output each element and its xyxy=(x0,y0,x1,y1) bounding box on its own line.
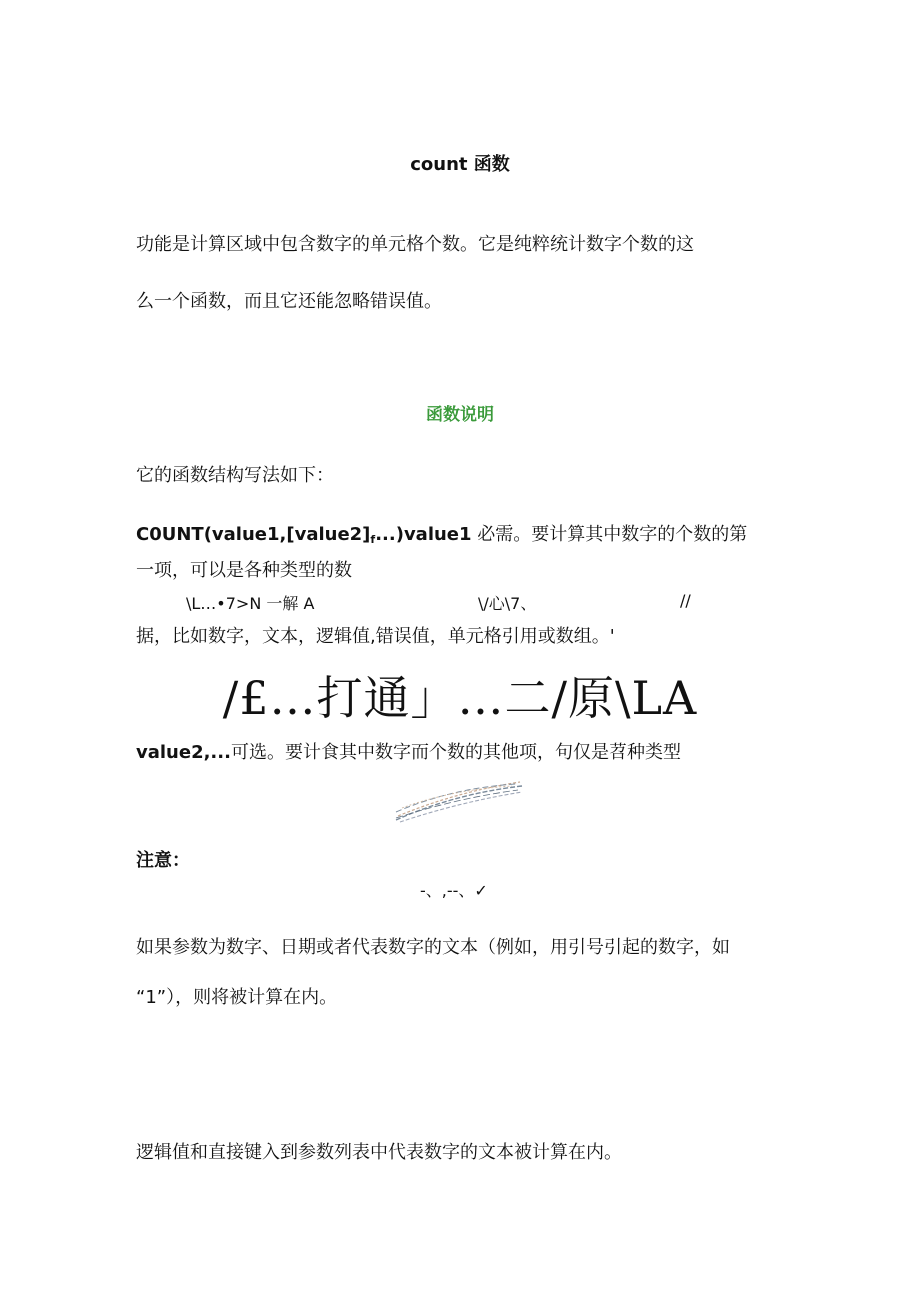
data-types-line: 据，比如数字，文本，逻辑值,错误值，单元格引用或数组。' xyxy=(136,626,615,647)
syntax-formula-b: ...)value1 xyxy=(375,524,472,545)
garbled-fragment-3: // xyxy=(680,591,691,610)
note-label: 注意： xyxy=(136,850,190,871)
value2-desc: 可选。要计食其中数字而个数的其他项，句仅是苕种类型 xyxy=(230,742,681,763)
syntax-desc: 必需。要计算其中数字的个数的第 xyxy=(471,524,748,545)
page-title: count 函数 xyxy=(410,154,510,175)
intro-line-1: 功能是计算区域中包含数字的单元格个数。它是纯粹统计数字个数的这 xyxy=(136,234,694,255)
value2-line xyxy=(136,738,681,764)
structure-intro: 它的函数结构写法如下： xyxy=(136,465,334,486)
syntax-formula-a: C0UNT(value1,[value2] xyxy=(136,524,371,545)
garbled-fragment-1: \L…•7>N 一解 A xyxy=(186,594,315,613)
syntax-line-2: 一项，可以是各种类型的数 xyxy=(136,560,352,581)
syntax-line xyxy=(136,520,747,546)
section-heading: 函数说明 xyxy=(426,405,494,425)
rule1-line-1: 如果参数为数字、日期或者代表数字的文本（例如，用引号引起的数字，如 xyxy=(136,937,730,958)
intro-line-2: 么一个函数，而且它还能忽略错误值。 xyxy=(136,291,442,312)
syntax-formula-sub: f xyxy=(370,533,376,546)
large-garbled-line: /£…打通」…二/原\LA xyxy=(222,671,698,725)
scribble-image xyxy=(394,780,524,824)
garbled-fragment-2: \/心\7、 xyxy=(478,594,537,613)
rule1-line-2: “1”），则将被计算在内。 xyxy=(136,987,338,1008)
rule2-line: 逻辑值和直接键入到参数列表中代表数字的文本被计算在内。 xyxy=(136,1142,622,1163)
note-marks: -、,--、✓ xyxy=(420,881,488,900)
value2-label: value2,... xyxy=(136,742,231,763)
